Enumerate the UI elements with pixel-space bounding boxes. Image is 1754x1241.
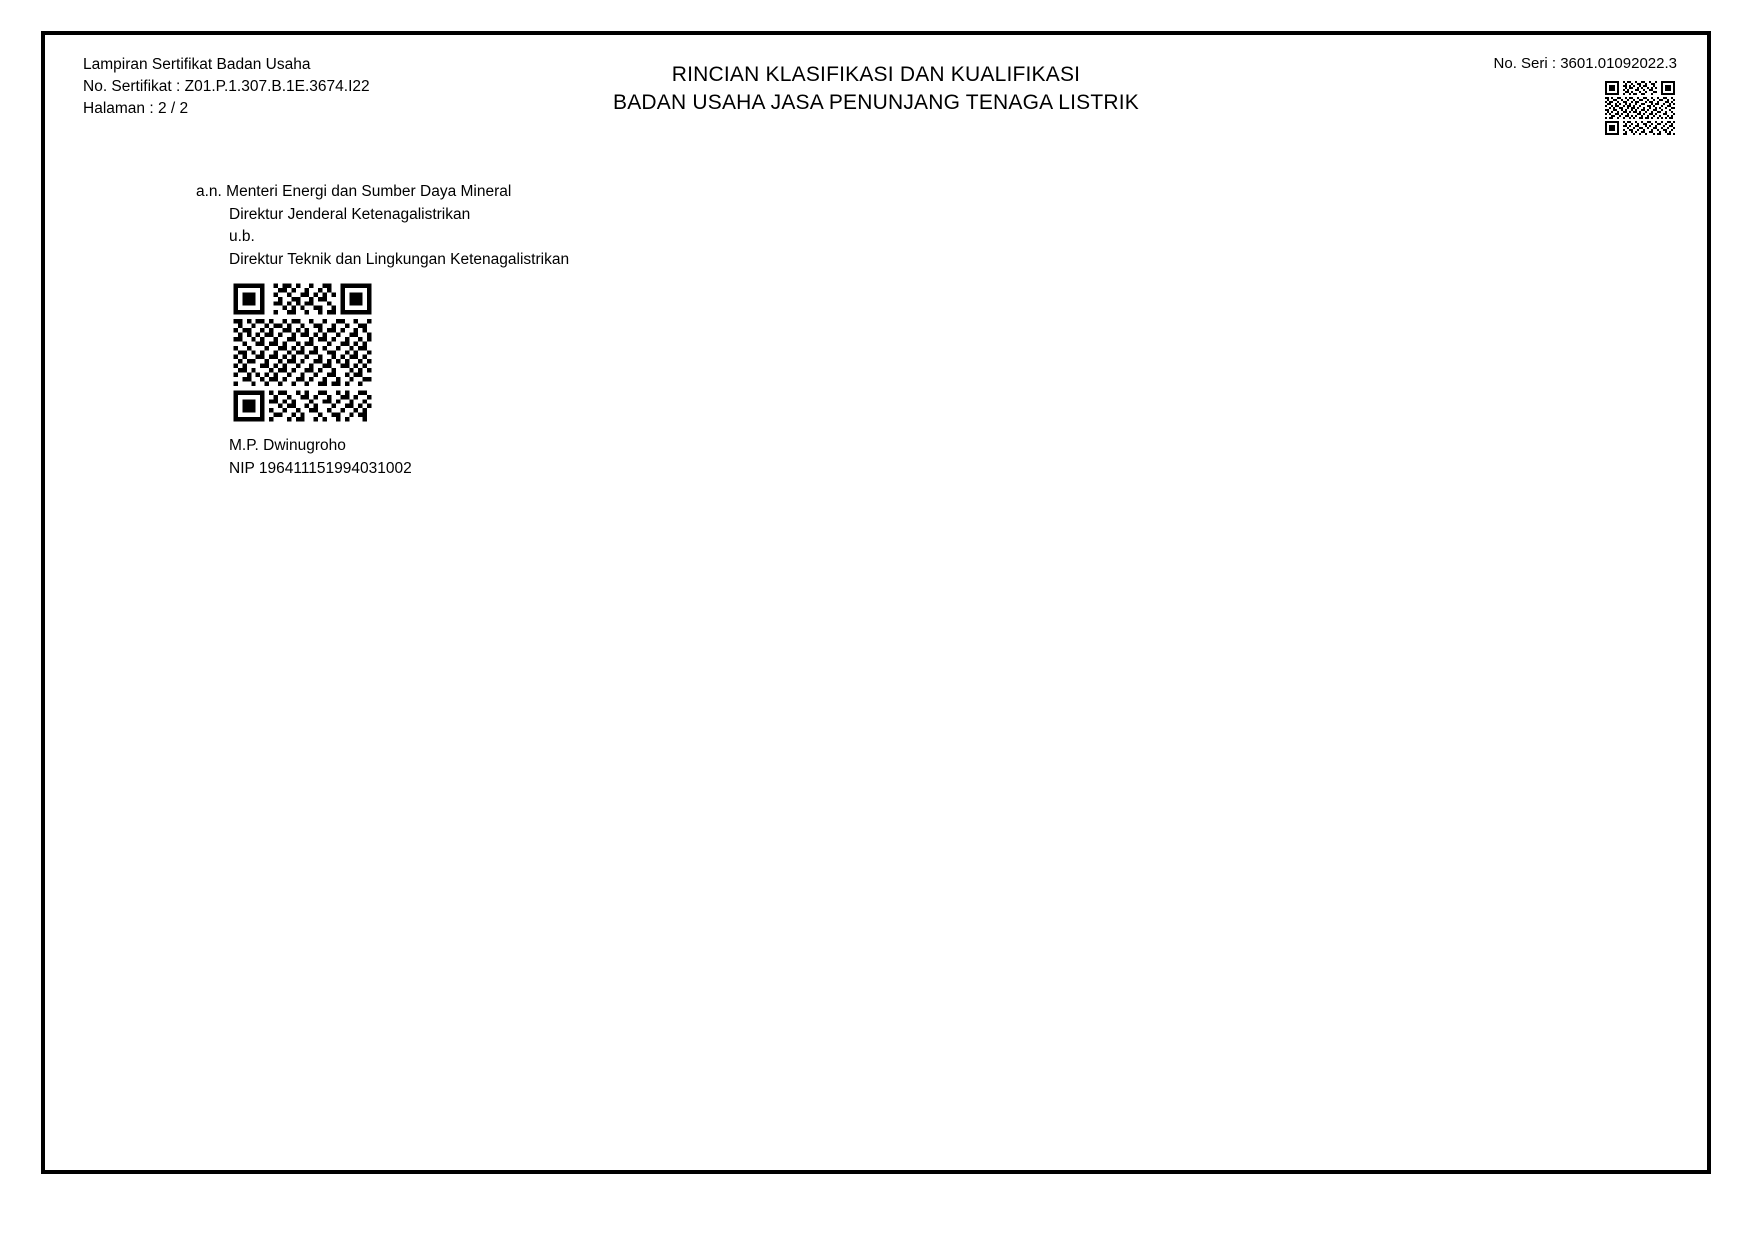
attachment-label: Lampiran Sertifikat Badan Usaha: [83, 56, 311, 73]
signatory-line-2: Direktur Jenderal Ketenagalistrikan: [229, 205, 471, 223]
serial-number: No. Seri : 3601.01092022.3: [1493, 55, 1677, 72]
page-title-line-1: RINCIAN KLASIFIKASI DAN KUALIFIKASI: [671, 63, 1081, 86]
certificate-number: No. Sertifikat : Z01.P.1.307.B.1E.3674.I22: [83, 78, 370, 95]
page-number: Halaman : 2 / 2: [83, 100, 189, 117]
document-header: [45, 35, 1707, 145]
page-title-line-2: BADAN USAHA JASA PENUNJANG TENAGA LISTRIK: [613, 91, 1139, 114]
page-title: [45, 61, 1707, 117]
signatory-name: M.P. Dwinugroho: [229, 437, 346, 454]
header-right-info: [1494, 55, 1677, 137]
signature-block: [196, 181, 569, 480]
qr-code-signature-icon: [229, 279, 376, 426]
signatory-line-3: u.b.: [229, 228, 255, 245]
signatory-line-1: a.n. Menteri Energi dan Sumber Daya Mineral: [196, 183, 512, 200]
signatory-line-4: Direktur Teknik dan Lingkungan Ketenagalistrikan: [229, 250, 570, 268]
qr-code-serial-icon: [1603, 79, 1677, 137]
certificate-page: [41, 31, 1711, 1174]
signatory-nip: NIP 196411151994031002: [229, 459, 412, 477]
